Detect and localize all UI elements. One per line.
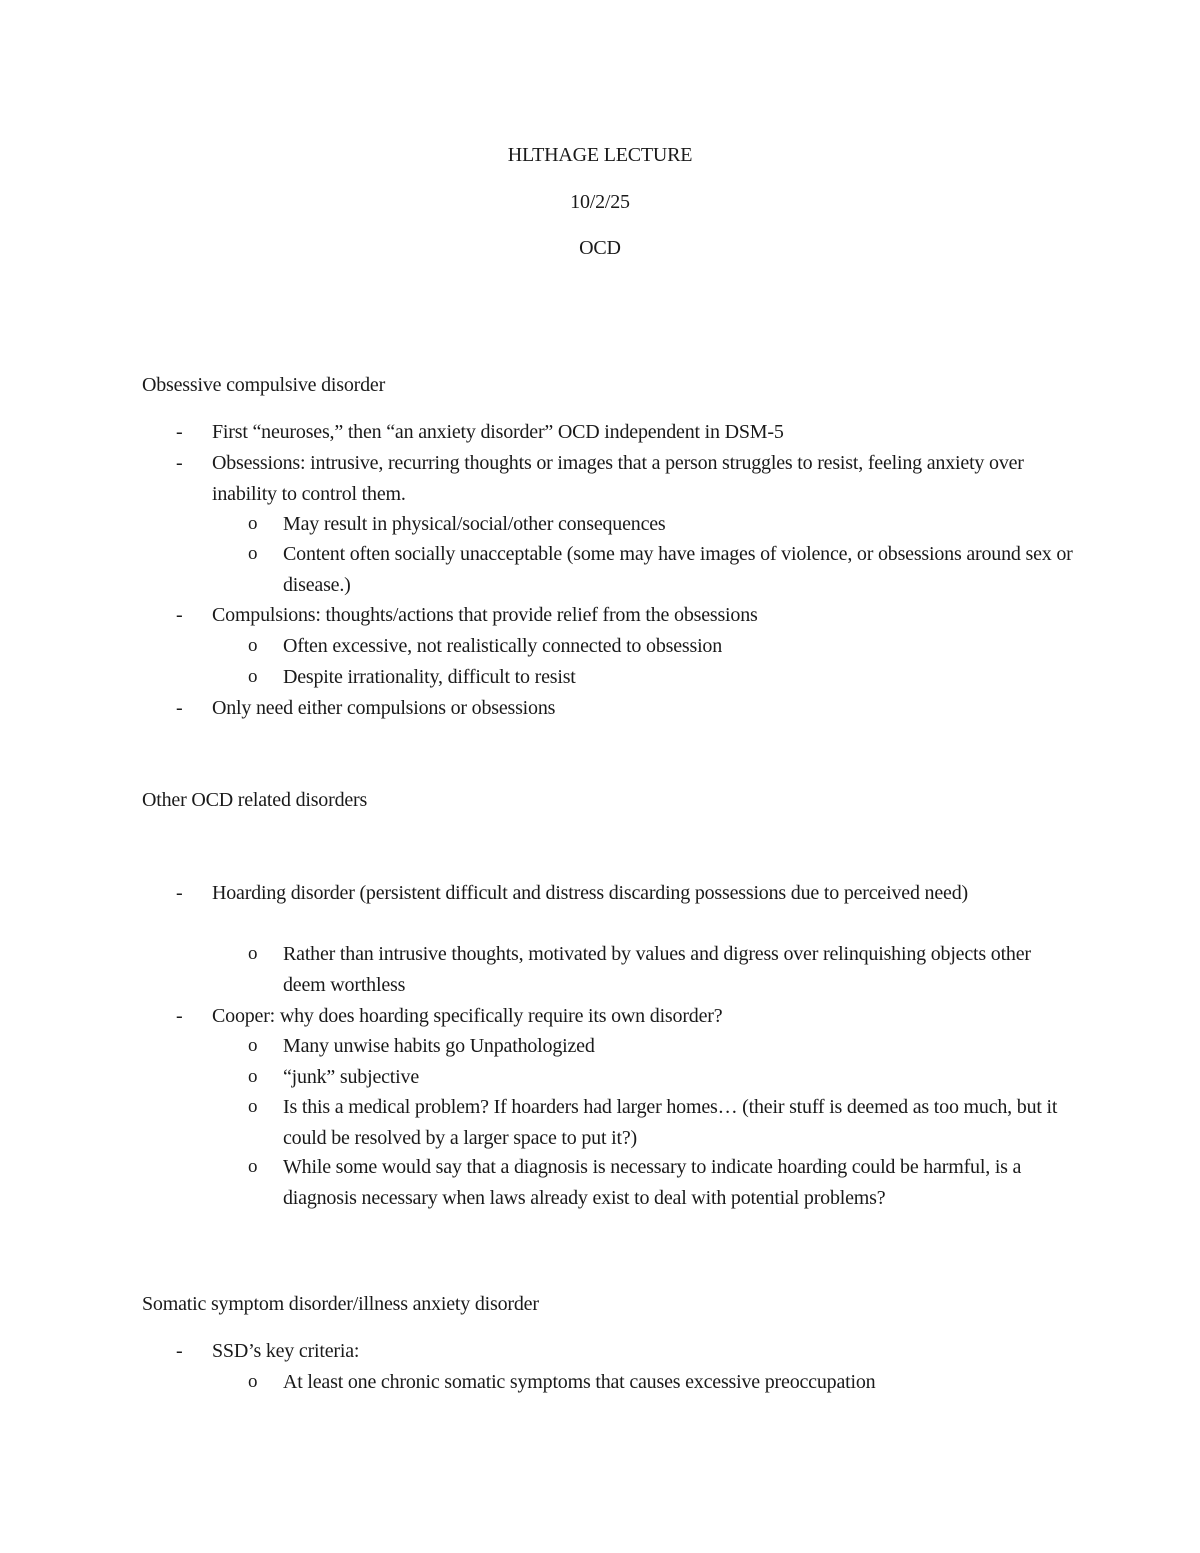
- bullet-circle: o: [248, 1035, 258, 1056]
- bullet-circle: o: [248, 943, 258, 964]
- bullet-dash: -: [176, 697, 183, 719]
- bullet-circle: o: [248, 666, 258, 687]
- document-date: 10/2/25: [570, 191, 630, 213]
- list-item: Hoarding disorder (persistent difficult and distress discarding possessions due to perceived need): [212, 882, 968, 904]
- sub-list-item: Despite irrationality, difficult to resist: [283, 666, 576, 688]
- bullet-circle: o: [248, 1066, 258, 1087]
- list-item: Only need either compulsions or obsessions: [212, 697, 556, 719]
- bullet-circle: o: [248, 635, 258, 656]
- section-heading-ocd-related: Other OCD related disorders: [142, 789, 368, 811]
- bullet-dash: -: [176, 1005, 183, 1027]
- sub-list-item: Often excessive, not realistically connected to obsession: [283, 635, 723, 657]
- bullet-circle: o: [248, 543, 258, 564]
- section-heading-ocd: Obsessive compulsive disorder: [142, 374, 386, 396]
- sub-list-item: Many unwise habits go Unpathologized: [283, 1035, 595, 1057]
- list-item: Obsessions: intrusive, recurring thoughts or images that a person struggles to resist, feeling anxiety over inability to control them.: [212, 452, 1024, 505]
- document-title: HLTHAGE LECTURE: [507, 144, 693, 166]
- sub-list-item: Is this a medical problem? If hoarders had larger homes… (their stuff is deemed as too much, but it could be resolved by a larger space to put it?): [283, 1096, 1058, 1149]
- bullet-circle: o: [248, 1371, 258, 1392]
- document-topic: OCD: [579, 237, 621, 259]
- list-item: First “neuroses,” then “an anxiety disorder” OCD independent in DSM-5: [212, 421, 784, 443]
- sub-list-item: “junk” subjective: [283, 1066, 419, 1088]
- sub-list-item: May result in physical/social/other consequences: [283, 513, 666, 535]
- bullet-dash: -: [176, 1340, 183, 1362]
- sub-list-item: Rather than intrusive thoughts, motivated by values and digress over relinquishing objects other deem worthless: [283, 943, 1031, 996]
- list-item: SSD’s key criteria:: [212, 1340, 360, 1362]
- bullet-circle: o: [248, 1096, 258, 1117]
- list-item: Cooper: why does hoarding specifically require its own disorder?: [212, 1005, 723, 1027]
- bullet-dash: -: [176, 882, 183, 904]
- sub-list-item: Content often socially unacceptable (some may have images of violence, or obsessions around sex or disease.): [283, 543, 1073, 596]
- list-item: Compulsions: thoughts/actions that provide relief from the obsessions: [212, 604, 758, 626]
- bullet-circle: o: [248, 1156, 258, 1177]
- sub-list-item: At least one chronic somatic symptoms that causes excessive preoccupation: [283, 1371, 876, 1393]
- section-heading-somatic: Somatic symptom disorder/illness anxiety disorder: [142, 1293, 539, 1315]
- bullet-dash: -: [176, 452, 183, 474]
- bullet-dash: -: [176, 604, 183, 626]
- sub-list-item: While some would say that a diagnosis is necessary to indicate hoarding could be harmful, is a diagnosis necessary when laws already exist to deal with potential problems?: [283, 1156, 1022, 1209]
- bullet-circle: o: [248, 513, 258, 534]
- bullet-dash: -: [176, 421, 183, 443]
